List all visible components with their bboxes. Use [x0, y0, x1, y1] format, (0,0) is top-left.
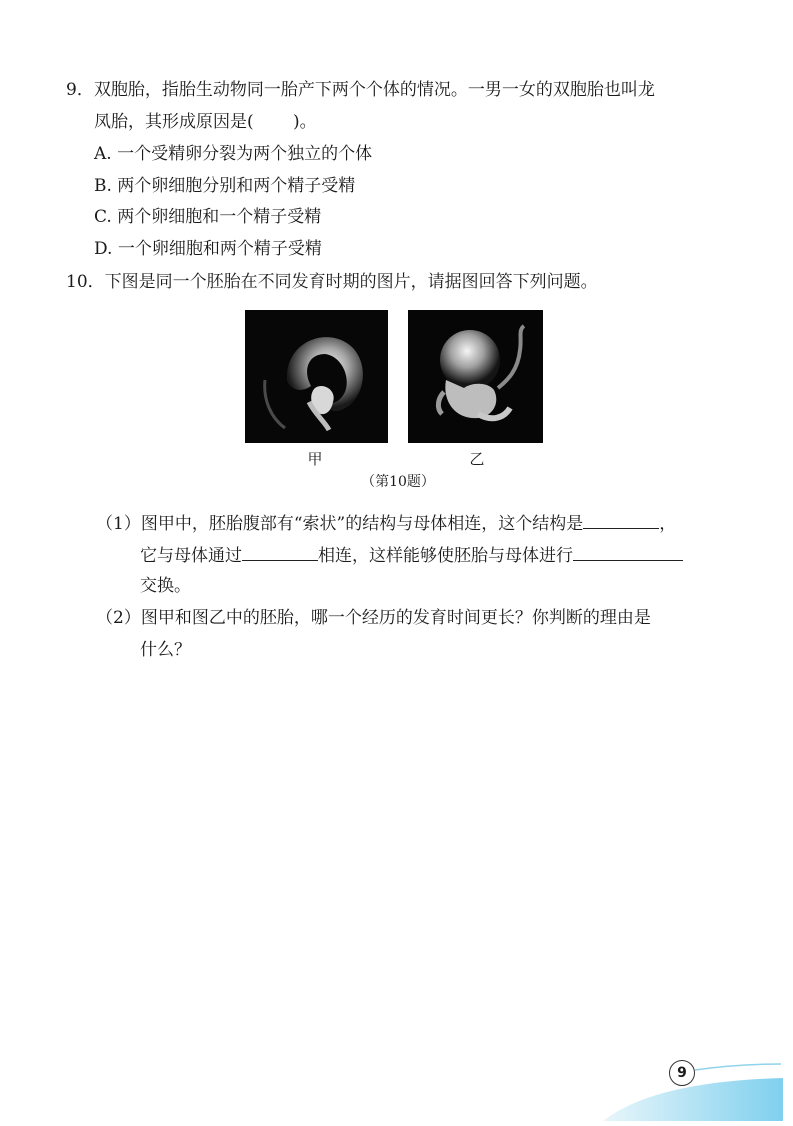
q9-stem-line1: 9．双胞胎，指胎生动物同一胎产下两个个体的情况。一男一女的双胞胎也叫龙 — [66, 80, 655, 100]
q10-sub1-line3: 交换。 — [140, 576, 191, 596]
q10-sub1-line1 — [96, 510, 676, 536]
blue-swoosh-decoration — [603, 1046, 783, 1121]
figure-label-yi: 乙 — [469, 450, 485, 468]
embryo-photo-yi — [408, 310, 543, 443]
figure-caption: （第10题） — [361, 474, 435, 490]
answer-blank-2[interactable] — [242, 542, 318, 561]
embryo-image-yi — [408, 310, 543, 443]
q10-sub1-text-b: ， — [659, 514, 677, 534]
q10-sub1-line2 — [140, 542, 683, 568]
embryo-image-jia — [245, 310, 388, 443]
q9-option-a[interactable]: A. 一个受精卵分裂为两个独立的个体 — [94, 144, 373, 164]
q10-sub1-text-a: （1）图甲中，胚胎腹部有“索状”的结构与母体相连，这个结构是 — [96, 514, 584, 534]
answer-blank-3[interactable] — [573, 542, 683, 561]
figure-label-jia: 甲 — [307, 450, 323, 468]
q10-stem: 10．下图是同一个胚胎在不同发育时期的图片，请据图回答下列问题。 — [66, 272, 598, 292]
page-number: 9 — [669, 1060, 695, 1086]
q9-option-b[interactable]: B. 两个卵细胞分别和两个精子受精 — [94, 176, 356, 196]
q10-sub2-line1: （2）图甲和图乙中的胚胎，哪一个经历的发育时间更长？你判断的理由是 — [96, 608, 651, 628]
page-number-badge — [603, 1046, 783, 1121]
q10-sub1-text-c: 它与母体通过 — [140, 546, 242, 566]
q9-option-d[interactable]: D. 一个卵细胞和两个精子受精 — [94, 239, 322, 259]
q10-sub1-text-d: 相连，这样能够使胚胎与母体进行 — [318, 546, 573, 566]
q10-sub2-line2: 什么？ — [140, 640, 191, 660]
embryo-photo-jia — [245, 310, 388, 443]
q9-stem-line2: 凤胎，其形成原因是( )。 — [94, 112, 317, 132]
answer-blank-1[interactable] — [583, 510, 659, 529]
q9-option-c[interactable]: C. 两个卵细胞和一个精子受精 — [94, 207, 322, 227]
